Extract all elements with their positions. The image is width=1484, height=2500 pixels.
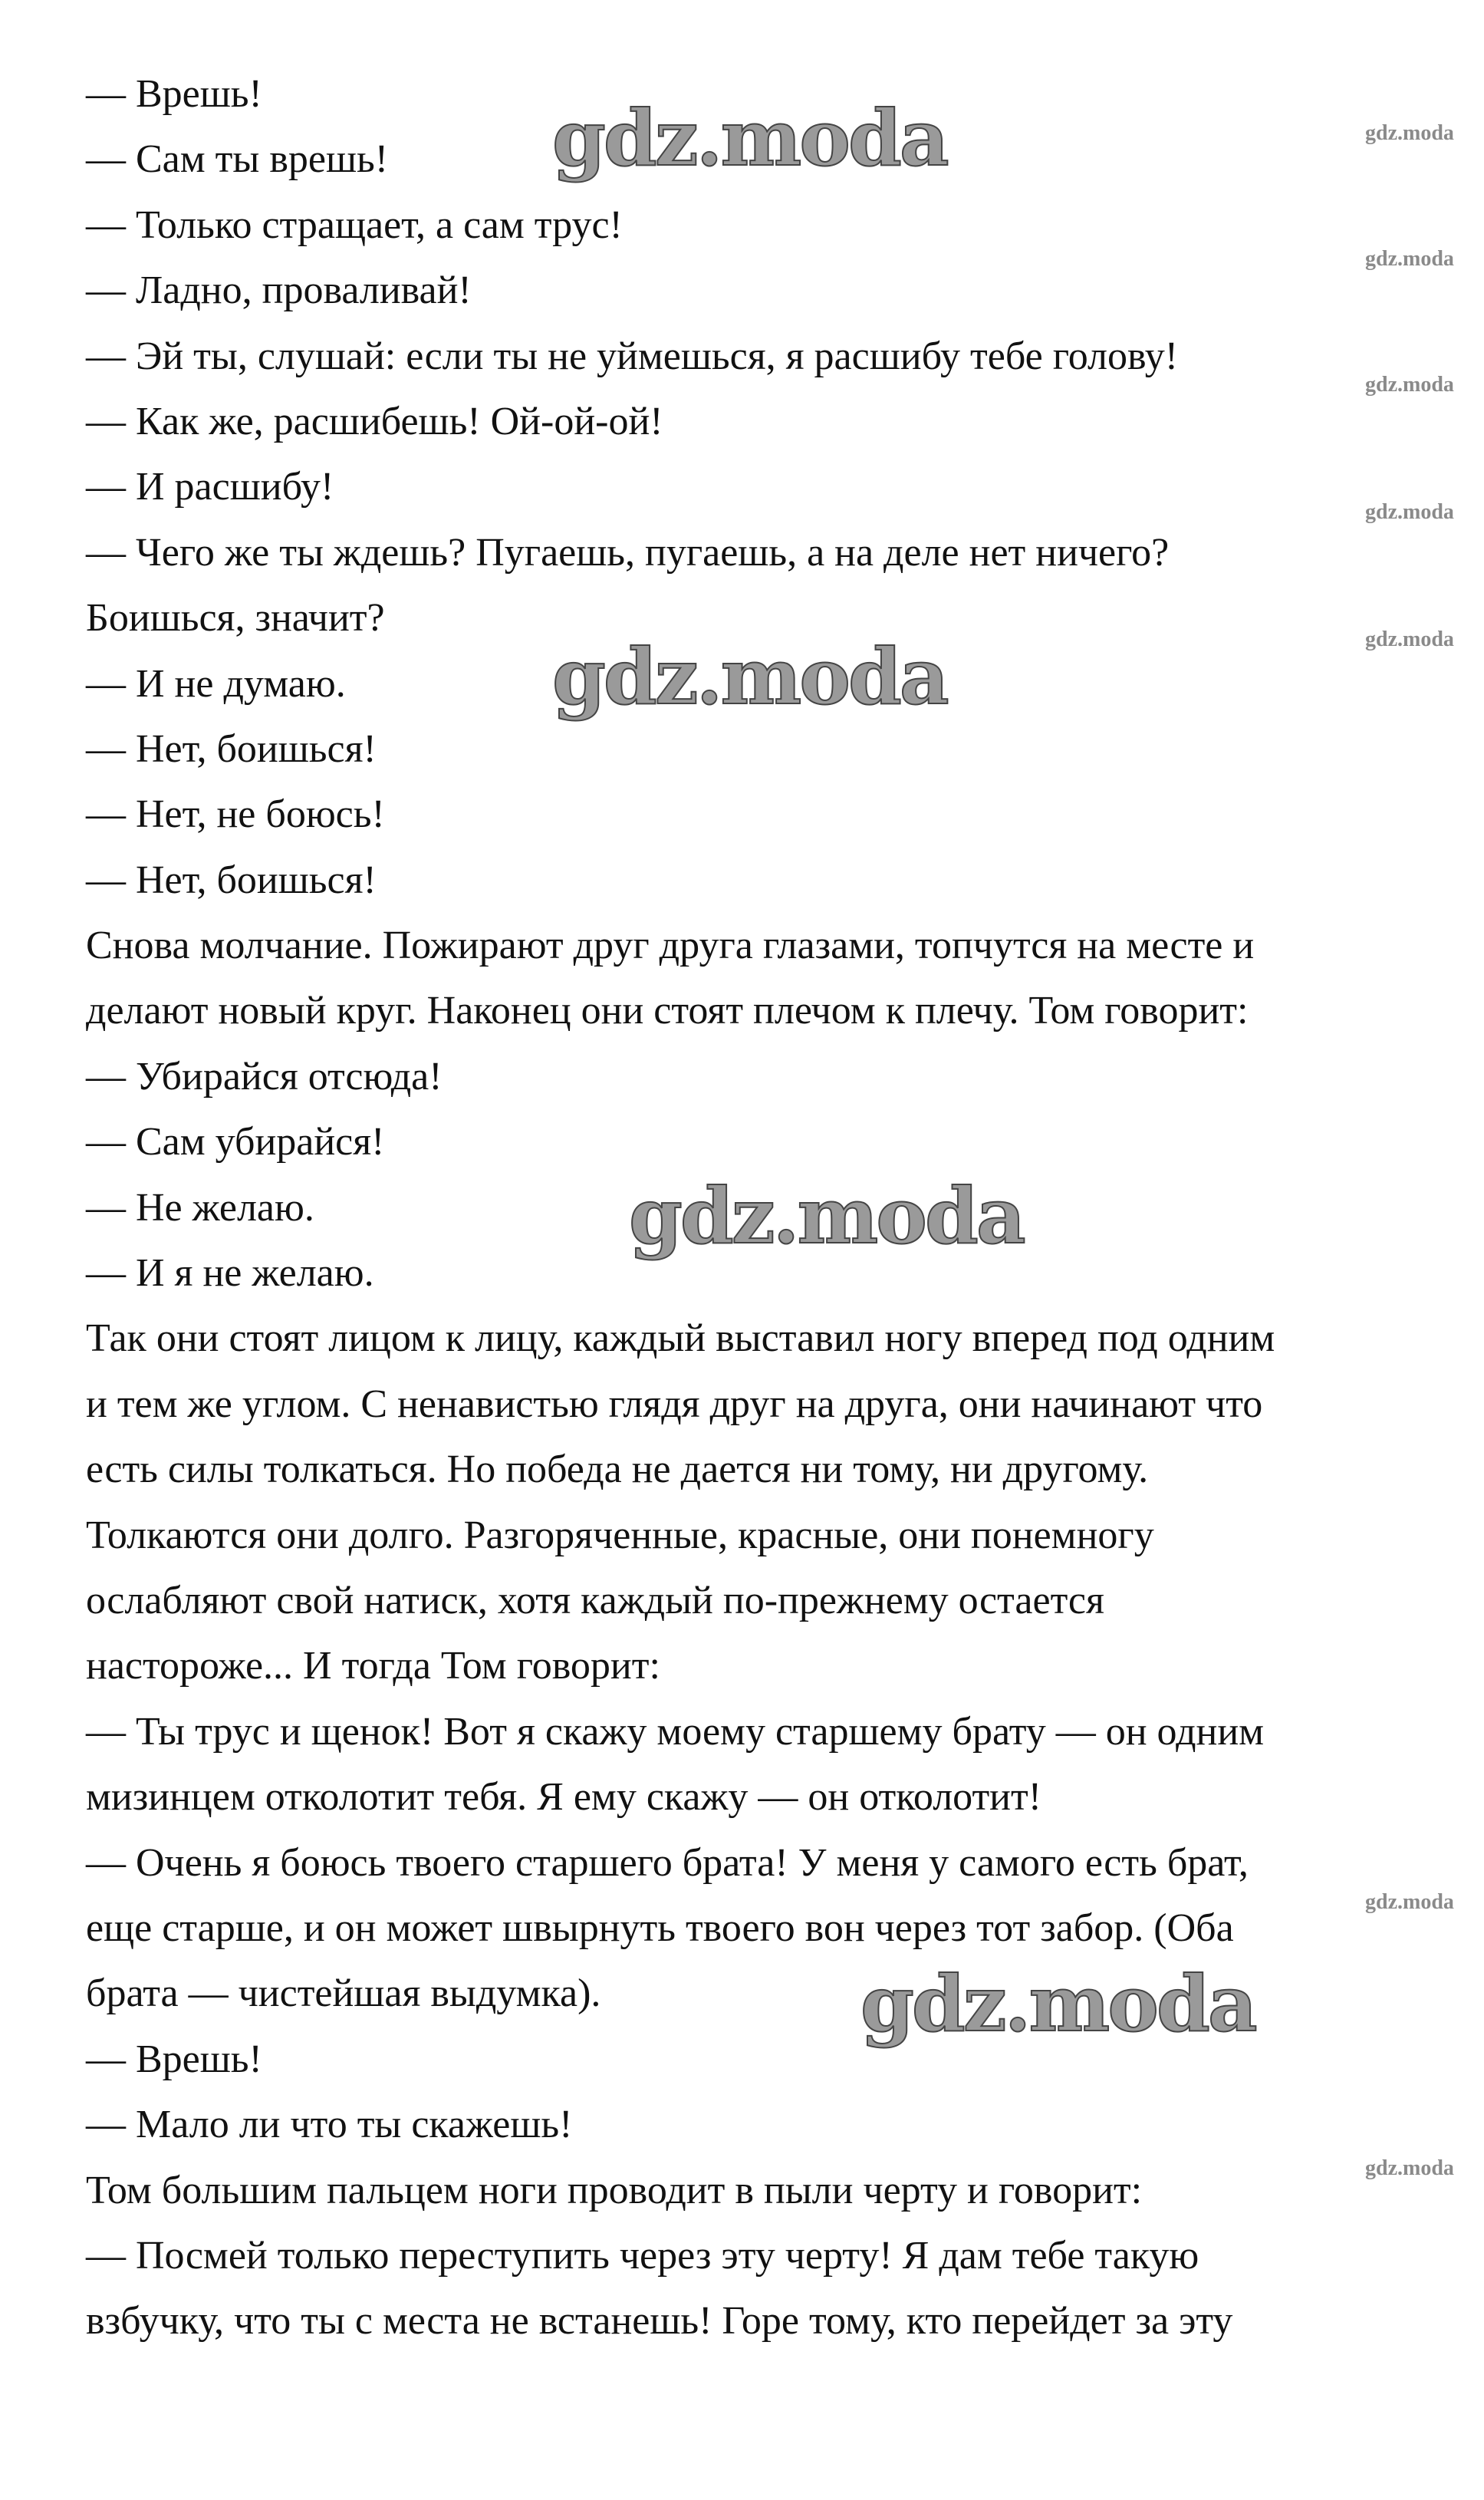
- text-line: Том большим пальцем ноги проводит в пыли черту и говорит:: [86, 2168, 1143, 2212]
- text-line: — Врешь!: [86, 2037, 262, 2081]
- text-line: настороже... И тогда Том говорит:: [86, 1644, 660, 1688]
- text-line: брата — чистейшая выдумка).: [86, 1971, 601, 2016]
- text-line: — Как же, расшибешь! Ой-ой-ой!: [86, 399, 663, 443]
- text-line: — Только стращает, а сам трус!: [86, 203, 623, 247]
- watermark: gdz.moda: [629, 1171, 1024, 1261]
- text-line: — И я не желаю.: [86, 1251, 374, 1296]
- text-line: — Ты трус и щенок! Вот я скажу моему старшему брату — он одним: [86, 1709, 1265, 1754]
- text-line: ослабляют свой натиск, хотя каждый по-прежнему остается: [86, 1578, 1104, 1622]
- watermark-small: gdz.moda: [1365, 500, 1454, 524]
- text-line: — И расшибу!: [86, 465, 334, 509]
- text-line: — Нет, боишься!: [86, 858, 377, 902]
- text-line: и тем же углом. С ненавистью глядя друг на друга, они начинают что: [86, 1382, 1263, 1426]
- text-line: — Врешь!: [86, 72, 262, 116]
- watermark: gdz.moda: [552, 93, 947, 183]
- text-line: — Нет, боишься!: [86, 726, 377, 771]
- text-line: — Сам убирайся!: [86, 1120, 385, 1164]
- text-line: Снова молчание. Пожирают друг друга глазами, топчутся на месте и: [86, 924, 1255, 968]
- text-line: делают новый круг. Наконец они стоят плечом к плечу. Том говорит:: [86, 989, 1249, 1033]
- text-line: Толкаются они долго. Разгоряченные, красные, они понемногу: [86, 1513, 1154, 1557]
- text-line: — Не желаю.: [86, 1185, 314, 1230]
- watermark-small: gdz.moda: [1365, 373, 1454, 397]
- text-line: — Нет, не боюсь!: [86, 792, 385, 837]
- watermark: gdz.moda: [552, 631, 947, 722]
- text-line: есть силы толкаться. Но победа не дается ни тому, ни другому.: [86, 1448, 1149, 1492]
- text-line: — И не думаю.: [86, 661, 346, 706]
- watermark-small: gdz.moda: [1365, 2156, 1454, 2180]
- text-line: Так они стоят лицом к лицу, каждый выставил ногу вперед под одним: [86, 1316, 1275, 1361]
- text-line: — Сам ты врешь!: [86, 137, 389, 182]
- text-line: — Мало ли что ты скажешь!: [86, 2103, 573, 2147]
- text-line: — Убирайся отсюда!: [86, 1054, 443, 1098]
- watermark-small: gdz.moda: [1365, 247, 1454, 271]
- text-line: — Ладно, проваливай!: [86, 268, 472, 313]
- text-line: Боишься, значит?: [86, 596, 385, 641]
- text-line: еще старше, и он может швырнуть твоего вон через тот забор. (Оба: [86, 1905, 1234, 1950]
- watermark-small: gdz.moda: [1365, 1890, 1454, 1914]
- watermark-small: gdz.moda: [1365, 627, 1454, 651]
- text-line: — Чего же ты ждешь? Пугаешь, пугаешь, а на деле нет ничего?: [86, 530, 1170, 575]
- text-line: — Посмей только переступить через эту черту! Я дам тебе такую: [86, 2233, 1199, 2278]
- watermark-small: gdz.moda: [1365, 121, 1454, 145]
- text-line: взбучку, что ты с места не встанешь! Горе тому, кто перейдет за эту: [86, 2299, 1233, 2344]
- text-line: — Очень я боюсь твоего старшего брата! У меня у самого есть брат,: [86, 1840, 1249, 1885]
- text-line: мизинцем отколотит тебя. Я ему скажу — он отколотит!: [86, 1775, 1042, 1820]
- watermark: gdz.moda: [860, 1958, 1255, 2049]
- text-line: — Эй ты, слушай: если ты не уймешься, я расшибу тебе голову!: [86, 334, 1179, 378]
